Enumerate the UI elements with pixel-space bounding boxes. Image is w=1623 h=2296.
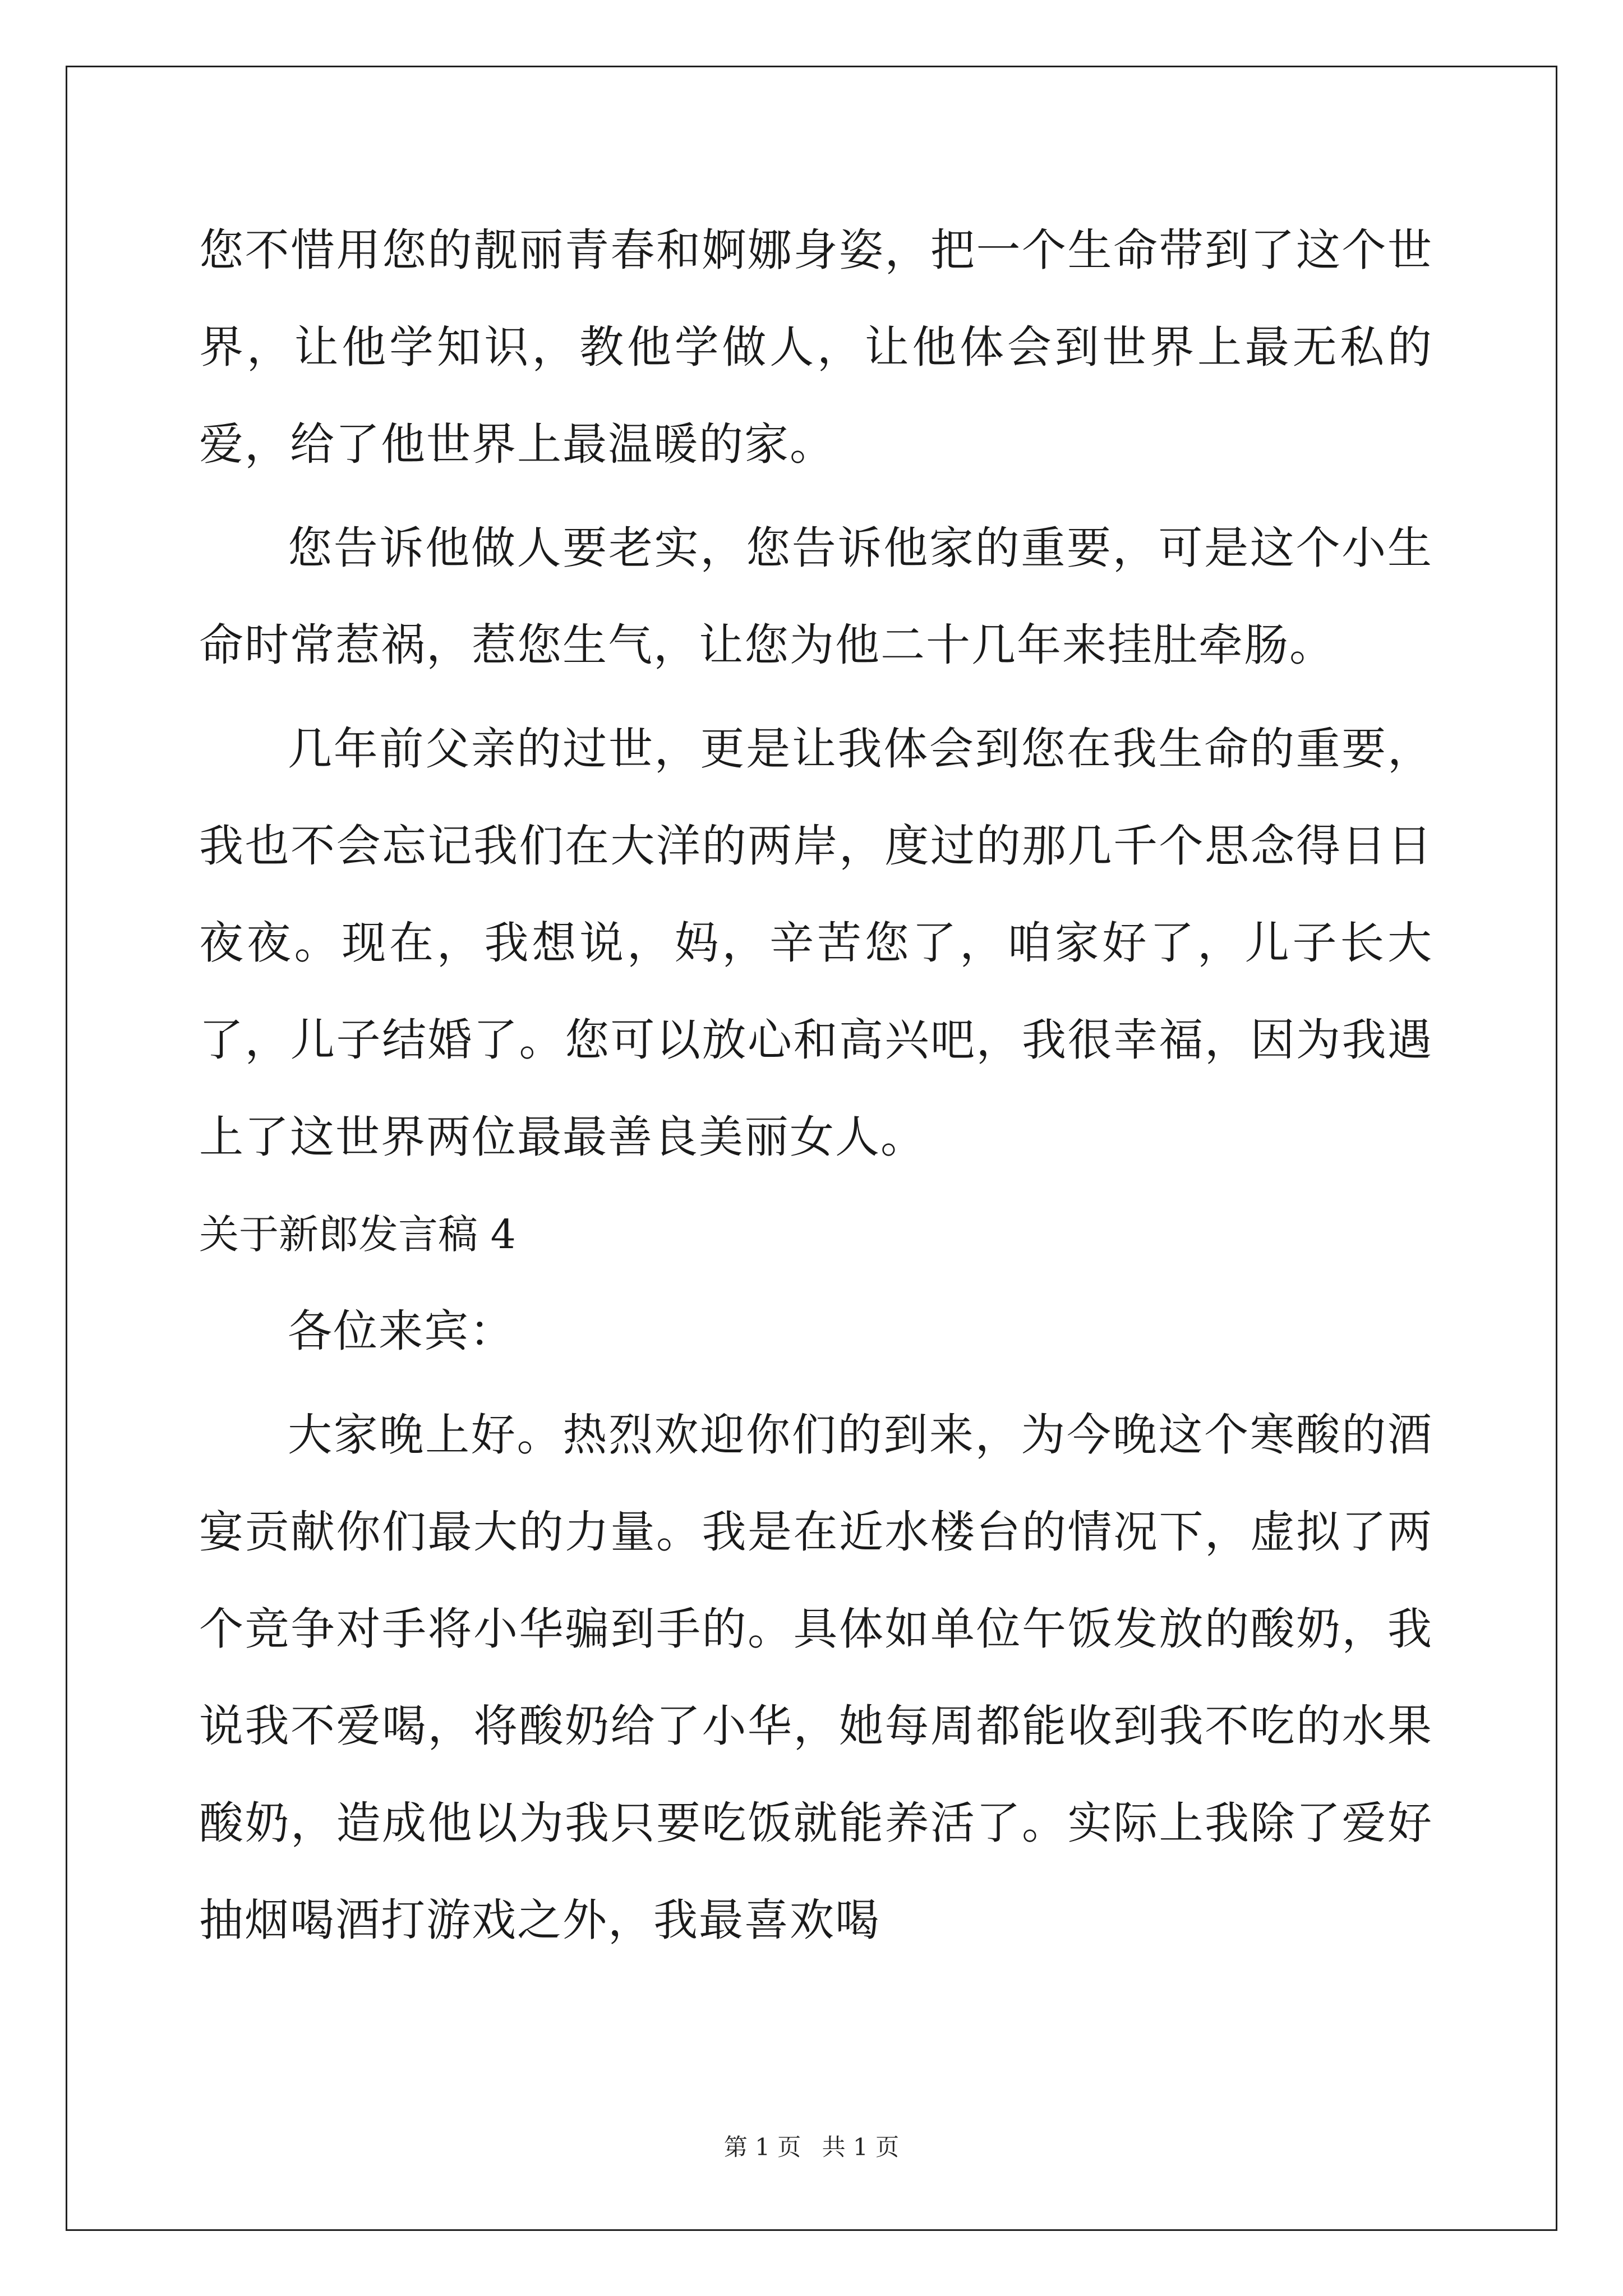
section-heading: 关于新郎发言稿 4 [199,1211,516,1258]
paragraph: 大家晚上好。热烈欢迎你们的到来，为今晚这个寒酸的酒宴贡献你们最大的力量。我是在近水楼台的情况下，虚拟了两个竞争对手将小华骗到手的。具体如单位午饭发放的酸奶，我说我不爱喝，将酸奶给了小华，她每周都能收到我不吃的水果酸奶，造成他以为我只要吃饭就能养活了。实际上我除了爱好抽烟喝酒打游戏之外，我最喜欢喝 [199,1409,1433,1946]
paragraph: 您不惜用您的靓丽青春和婀娜身姿，把一个生命带到了这个世界，让他学知识，教他学做人，让他体会到世界上最无私的爱，给了他世界上最温暖的家。 [199,224,1433,470]
paragraph: 您告诉他做人要老实，您告诉他家的重要，可是这个小生命时常惹祸，惹您生气，让您为他二十几年来挂肚牵肠。 [199,522,1433,671]
page-total: 共 1 页 [822,2133,900,2161]
paragraph: 各位来宾： [288,1305,515,1357]
paragraph: 几年前父亲的过世，更是让我体会到您在我生命的重要，我也不会忘记我们在大洋的两岸，度过的那几千个思念得日日夜夜。现在，我想说，妈，辛苦您了，咱家好了，儿子长大了，儿子结婚了。您可以放心和高兴吧，我很幸福，因为我遇上了这世界两位最最善良美丽女人。 [199,723,1433,1163]
document-body [199,202,1433,1969]
page-footer [0,2129,1623,2162]
page-number: 第 1 页 [723,2133,801,2161]
